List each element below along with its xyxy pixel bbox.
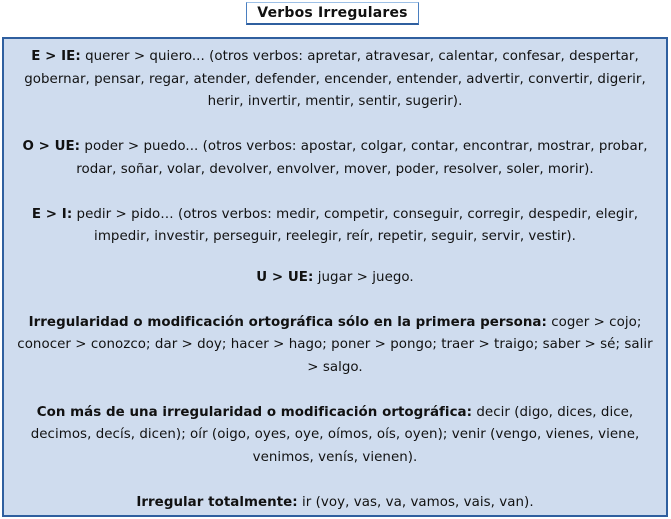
rule-first-person bbox=[10, 312, 660, 380]
rule-label: E > IE: bbox=[31, 49, 81, 64]
rule-text: jugar > juego. bbox=[313, 269, 414, 285]
rule-e-i bbox=[10, 204, 660, 249]
rule-o-ue bbox=[10, 136, 660, 181]
rule-label: Con más de una irregularidad o modificación ortográfica: bbox=[36, 404, 473, 420]
rule-text: pedir > pido… (otros verbos: medir, competir, conseguir, corregir, despedir, elegir, impedir, investir, perseguir, reelegir, reír, repetir, seguir, servir, vestir). bbox=[72, 206, 639, 244]
rule-text: coger > cojo; conocer > conozco; dar > doy; hacer > hago; poner > pongo; traer > traigo; saber > sé; salir > salgo. bbox=[17, 314, 653, 375]
page-title: Verbos Irregulares bbox=[257, 5, 408, 21]
rule-label: E > I: bbox=[31, 206, 73, 222]
rule-text: decir (digo, dices, dice, decimos, decís, dicen); oír (oigo, oyes, oye, oímos, oís, oyen); venir (vengo, vienes, viene, venimos, venís, vienen). bbox=[30, 404, 640, 465]
rule-text: poder > puedo... (otros verbos: apostar, colgar, contar, encontrar, mostrar, probar, rodar, soñar, volar, devolver, envolver, mover, poder, resolver, soler, morir). bbox=[76, 139, 648, 177]
rule-text: querer > quiero... (otros verbos: apretar, atravesar, calentar, confesar, despertar, gobernar, pensar, regar, atender, defender, encender, entender, advertir, convertir, digerir, herir, invertir, mentir, sentir, sugerir). bbox=[24, 49, 646, 109]
rule-u-ue bbox=[10, 267, 660, 290]
rule-text: ir (voy, vas, va, vamos, vais, van). bbox=[297, 494, 534, 510]
rule-multiple bbox=[10, 402, 660, 470]
rule-label: Irregular totalmente: bbox=[136, 494, 298, 510]
rule-e-ie bbox=[10, 46, 660, 114]
rule-label: U > UE: bbox=[256, 269, 314, 285]
rule-label: Irregularidad o modificación ortográfica sólo en la primera persona: bbox=[28, 314, 547, 330]
rule-label: O > UE: bbox=[22, 139, 81, 154]
title-box bbox=[246, 2, 419, 25]
rules-box bbox=[2, 37, 668, 517]
rule-totally-irregular bbox=[10, 492, 660, 515]
